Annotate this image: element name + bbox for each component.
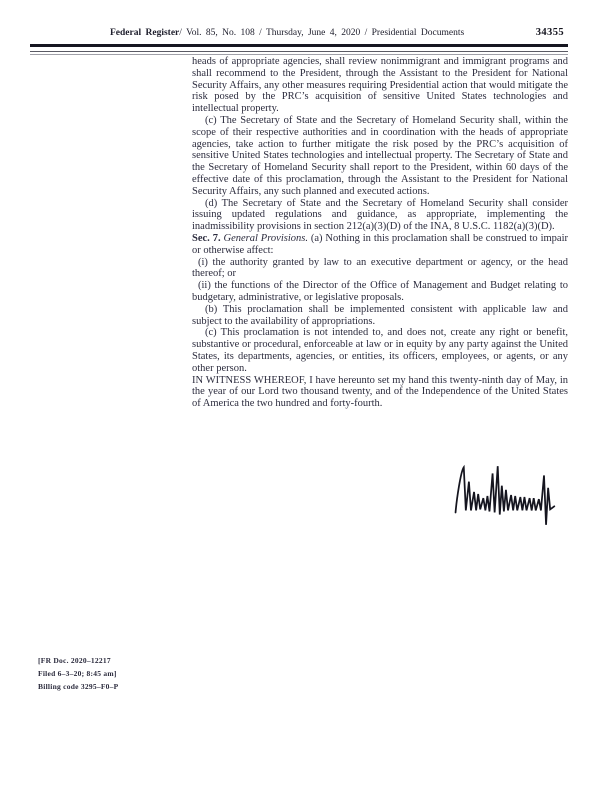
paragraph-item-i: (i) the authority granted by law to an executive department or agency, or the head thereof; or [192, 256, 568, 280]
presidential-signature [449, 459, 567, 531]
billing-code: Billing code 3295–F0–P [38, 682, 119, 691]
signature-glyph [449, 459, 567, 531]
journal-title: Federal Register [110, 28, 180, 38]
paragraph-item-ii: (ii) the functions of the Director of the Office of Management and Budget relating to budgetary, administrative, or legislative proposals. [192, 280, 568, 303]
paragraph-sec7-c: (c) This proclamation is not intended to, and does not, create any right or benefit, substantive or procedural, enforceable at law or in equity by any party against the United States, its departments, agencies, or entities, its officers, employees, or agents, or any other person. [192, 327, 568, 374]
running-head [30, 28, 568, 42]
sec7-title: General Provisions. [223, 232, 311, 244]
page-number: 34355 [535, 27, 564, 38]
header-rule-thick [30, 44, 568, 47]
issue-line: / Vol. 85, No. 108 / Thursday, June 4, 2020 / Presidential Documents [179, 28, 465, 38]
sec7-label: Sec. 7. [192, 232, 224, 244]
paragraph-witness: IN WITNESS WHEREOF, I have hereunto set my hand this twenty-ninth day of May, in the year of our Lord two thousand twenty, and of the Independence of the United States of America the two hundred and forty-fourth. [192, 374, 568, 410]
fr-doc-filed: Filed 6–3–20; 8:45 am] [38, 669, 117, 678]
fr-doc-number: [FR Doc. 2020–12217 [38, 656, 111, 665]
paragraph-sec6-d: (d) The Secretary of State and the Secretary of Homeland Security shall consider issuing updated regulations and guidance, as appropriate, implementing the inadmissibility provisions in section 212(a)(3)(D) of the INA, 8 U.S.C. 1182(a)(3)(D). [192, 197, 568, 233]
paragraph-sec6-c: (c) The Secretary of State and the Secretary of Homeland Security shall, within the scope of their respective authorities and in coordination with the heads of appropriate agencies, take action to further mitigate the risk posed by the PRC’s acquisition of sensitive United States technologies and intellectual property. The Secretary of State and the Secretary of Homeland Security shall report to the President, within 60 days of the effective date of this proclamation, through the Assistant to the President for National Security Affairs, any such planned and executed actions. [192, 114, 568, 197]
document-body [192, 56, 568, 410]
paragraph-sec7 [192, 233, 568, 257]
paragraph-continuation: heads of appropriate agencies, shall review nonimmigrant and immigrant programs and shall recommend to the President, through the Assistant to the President for National Security Affairs, any other measures requiring Presidential action that would mitigate the risk posed by the PRC’s acquisition of sensitive United States technologies and intellectual property. [192, 56, 568, 115]
sec7-text: (a) Nothing in this proclamation shall be construed to impair or otherwise affect: [192, 232, 568, 256]
filing-block [38, 654, 119, 693]
paragraph-sec7-b: (b) This proclamation shall be implemented consistent with applicable law and subject to the availability of appropriations. [192, 303, 568, 327]
running-head-text [110, 28, 464, 38]
header-rule-thin [30, 51, 568, 55]
